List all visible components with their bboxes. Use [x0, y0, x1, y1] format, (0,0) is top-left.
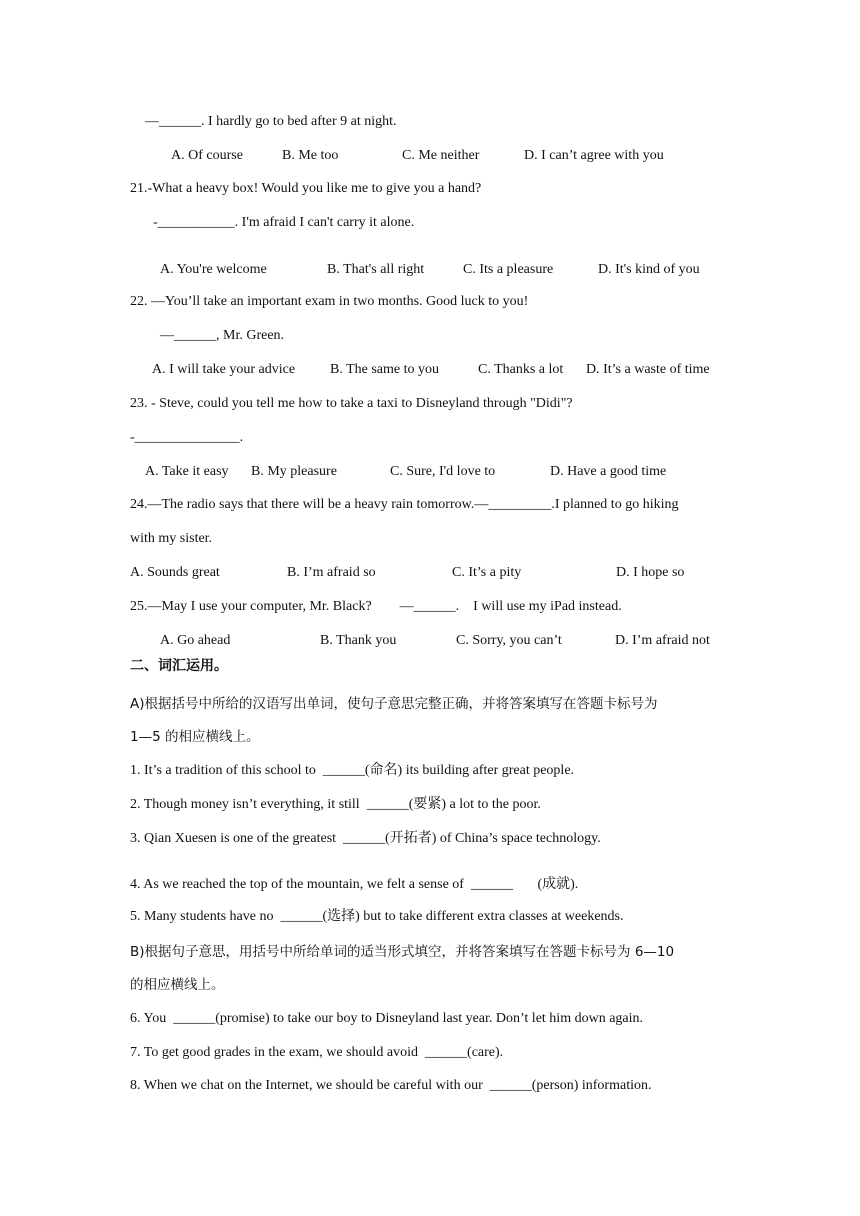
- question-24-option-c: C. It’s a pity: [452, 565, 522, 580]
- question-22-line-2: —______, Mr. Green.: [160, 328, 285, 343]
- question-25-option-a: A. Go ahead: [160, 633, 231, 648]
- question-22-option-d: D. It’s a waste of time: [586, 362, 710, 377]
- question-25-option-c: C. Sorry, you can’t: [456, 633, 562, 648]
- part-b-item-8: 8. When we chat on the Internet, we should be careful with our ______(person) information.: [130, 1078, 652, 1093]
- section-2-heading: 二、词汇运用。: [130, 658, 228, 674]
- question-20-option-d: D. I can’t agree with you: [524, 148, 664, 163]
- question-24-line-1: 24.—The radio says that there will be a heavy rain tomorrow.—_________.I planned to go hiking: [130, 497, 679, 512]
- question-21-option-c: C. Its a pleasure: [463, 262, 554, 277]
- question-25-line-1: 25.—May I use your computer, Mr. Black? —______. I will use my iPad instead.: [130, 599, 622, 614]
- question-21-line-1: 21.-What a heavy box! Would you like me to give you a hand?: [130, 181, 482, 196]
- part-b-instruction-line-2: 的相应横线上。: [130, 977, 225, 993]
- part-a-item-5: 5. Many students have no ______(选择) but to take different extra classes at weekends.: [130, 909, 624, 924]
- part-b-item-6: 6. You ______(promise) to take our boy to Disneyland last year. Don’t let him down again.: [130, 1011, 644, 1026]
- part-a-item-1: 1. It’s a tradition of this school to ______(命名) its building after great people.: [130, 763, 575, 778]
- question-22-option-a: A. I will take your advice: [152, 362, 296, 377]
- part-a-instruction-line-1: A)根据括号中所给的汉语写出单词，使句子意思完整正确，并将答案填写在答题卡标号为: [130, 696, 658, 712]
- part-a-item-3: 3. Qian Xuesen is one of the greatest ______(开拓者) of China’s space technology.: [130, 831, 601, 846]
- question-23-option-c: C. Sure, I'd love to: [390, 464, 496, 479]
- question-25-option-b: B. Thank you: [320, 633, 397, 648]
- question-20-option-c: C. Me neither: [402, 148, 480, 163]
- question-20-line-1: —______. I hardly go to bed after 9 at night.: [145, 114, 397, 129]
- question-23-option-b: B. My pleasure: [251, 464, 337, 479]
- part-b-item-7: 7. To get good grades in the exam, we should avoid ______(care).: [130, 1045, 504, 1060]
- question-21-line-2: -___________. I'm afraid I can't carry it alone.: [153, 215, 415, 230]
- question-24-option-a: A. Sounds great: [130, 565, 220, 580]
- question-23-line-1: 23. - Steve, could you tell me how to take a taxi to Disneyland through "Didi"?: [130, 396, 573, 411]
- part-a-item-2: 2. Though money isn’t everything, it still ______(要紧) a lot to the poor.: [130, 797, 541, 812]
- question-21-option-b: B. That's all right: [327, 262, 425, 277]
- question-21-option-a: A. You're welcome: [160, 262, 267, 277]
- question-24-option-d: D. I hope so: [616, 565, 685, 580]
- question-21-option-d: D. It's kind of you: [598, 262, 700, 277]
- question-23-option-a: A. Take it easy: [145, 464, 229, 479]
- question-23-line-2: -_______________.: [130, 430, 244, 445]
- question-23-option-d: D. Have a good time: [550, 464, 667, 479]
- question-20-option-a: A. Of course: [171, 148, 243, 163]
- part-b-instruction-line-1: B)根据句子意思，用括号中所给单词的适当形式填空，并将答案填写在答题卡标号为 6—10: [130, 944, 675, 960]
- question-24-line-2: with my sister.: [130, 531, 213, 546]
- question-25-option-d: D. I’m afraid not: [615, 633, 710, 648]
- question-20-option-b: B. Me too: [282, 148, 339, 163]
- question-24-option-b: B. I’m afraid so: [287, 565, 376, 580]
- question-22-line-1: 22. —You’ll take an important exam in two months. Good luck to you!: [130, 294, 529, 309]
- part-a-instruction-line-2: 1—5 的相应横线上。: [130, 729, 260, 745]
- part-a-item-4: 4. As we reached the top of the mountain, we felt a sense of ______ (成就).: [130, 877, 579, 892]
- question-22-option-b: B. The same to you: [330, 362, 440, 377]
- question-22-option-c: C. Thanks a lot: [478, 362, 564, 377]
